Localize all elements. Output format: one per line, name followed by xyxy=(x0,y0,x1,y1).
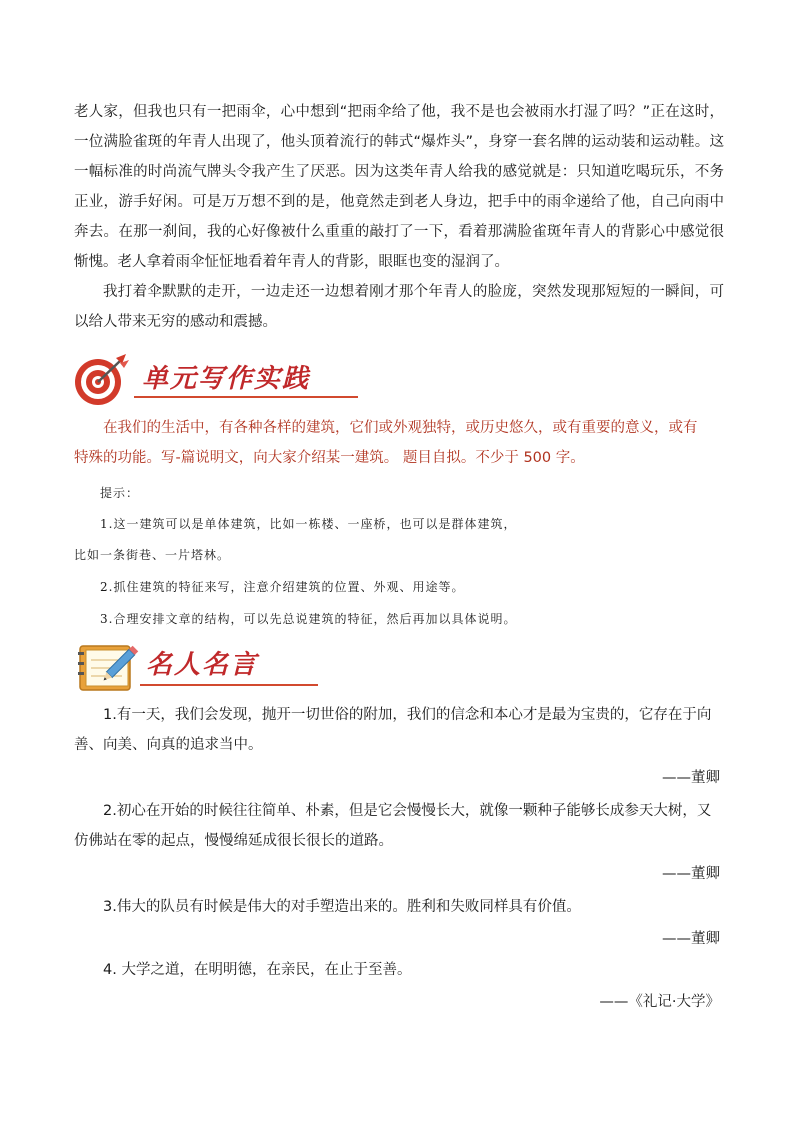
tip-2: 2.抓住建筑的特征来写，注意介绍建筑的位置、外观、用途等。 xyxy=(100,580,465,594)
tip-1-line-2: 比如一条街巷、一片塔林。 xyxy=(74,548,231,562)
quotes-underline xyxy=(140,684,318,686)
target-icon xyxy=(72,352,130,408)
quote-3-text: 3.伟大的队员有时候是伟大的对手塑造出来的。胜利和失败同样具有价值。 xyxy=(103,899,581,915)
quote-4-text: 4. 大学之道，在明明德，在亲民，在止于至善。 xyxy=(103,962,412,978)
writing-practice-banner xyxy=(72,352,362,408)
tip-1-line-1: 1.这一建筑可以是单体建筑，比如一栋楼、一座桥，也可以是群体建筑， xyxy=(100,517,517,531)
quote-2 xyxy=(74,796,724,856)
task-line-2: 特殊的功能。写-篇说明文，向大家介绍某一建筑。 题目自拟。不少于 500 字。 xyxy=(74,450,585,466)
quote-3 xyxy=(74,892,724,922)
quote-3-author: ——董卿 xyxy=(662,931,720,947)
writing-task xyxy=(74,413,724,473)
title-underline xyxy=(134,396,358,398)
quote-4 xyxy=(74,955,724,985)
quote-1-author: ——董卿 xyxy=(662,770,720,786)
quote-1-text: 1.有一天，我们会发现，抛开一切世俗的附加，我们的信念和本心才是最为宝贵的，它存在于向善、向美、向真的追求当中。 xyxy=(74,707,712,753)
famous-quotes-title: 名人名言 xyxy=(146,650,259,680)
writing-practice-title: 单元写作实践 xyxy=(142,364,311,394)
quote-4-author: ——《礼记·大学》 xyxy=(599,994,720,1010)
story-paragraph-2: 我打着伞默默的走开，一边走还一边想着刚才那个年青人的脸庞，突然发现那短短的一瞬间，可以给人带来无穷的感动和震撼。 xyxy=(74,284,724,330)
quote-2-author: ——董卿 xyxy=(662,866,720,882)
notebook-pencil-icon xyxy=(74,638,144,694)
famous-quotes-banner xyxy=(72,638,292,694)
tips-label: 提示： xyxy=(100,486,140,500)
tip-3: 3.合理安排文章的结构，可以先总说建筑的特征，然后再加以具体说明。 xyxy=(100,612,517,626)
task-line-1: 在我们的生活中，有各种各样的建筑，它们或外观独特，或历史悠久，或有重要的意义，或有 xyxy=(103,420,698,436)
story-section xyxy=(74,97,724,337)
quote-2-text: 2.初心在开始的时候往往简单、朴素，但是它会慢慢长大，就像一颗种子能够长成参天大树，又仿佛站在零的起点，慢慢绵延成很长很长的道路。 xyxy=(74,803,712,849)
quote-1 xyxy=(74,700,724,760)
story-paragraph-1: 老人家，但我也只有一把雨伞，心中想到“把雨伞给了他，我不是也会被雨水打湿了吗？”正在这时，一位满脸雀斑的年青人出现了，他头顶着流行的韩式“爆炸头”，身穿一套名牌的运动装和运动鞋。这一幅标准的时尚流气牌头令我产生了厌恶。因为这类年青人给我的感觉就是：只知道吃喝玩乐，不务正业，游手好闲。可是万万想不到的是，他竟然走到老人身边，把手中的雨伞递给了他，自己向雨中奔去。在那一刹间，我的心好像被什么重重的敲打了一下，看着那满脸雀斑年青人的背影心中感觉很惭愧。老人拿着雨伞怔怔地看着年青人的背影，眼眶也变的湿润了。 xyxy=(74,104,724,270)
